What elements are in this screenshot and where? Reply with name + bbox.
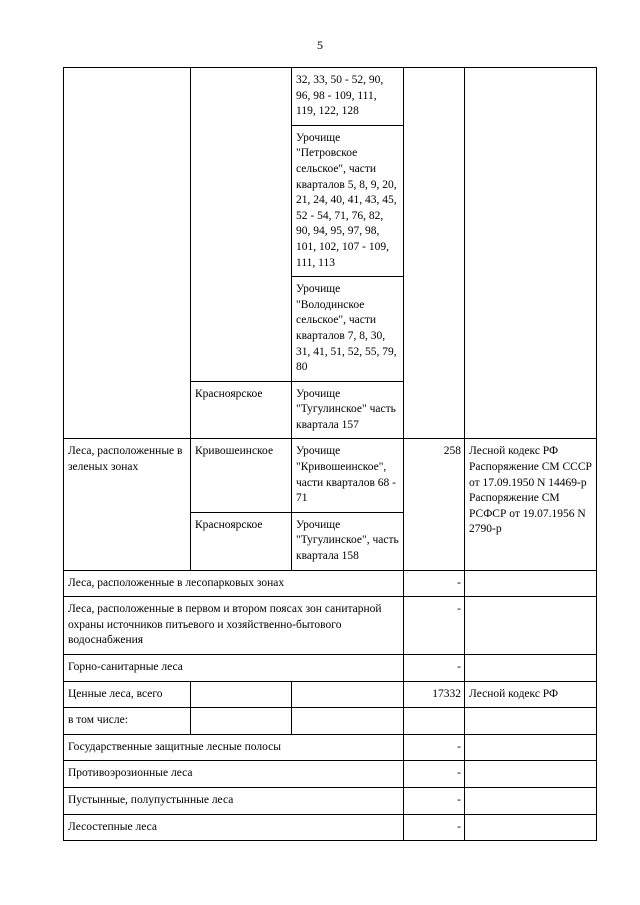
table-cell: Пустынные, полупустынные леса (64, 787, 404, 814)
table-row (64, 439, 597, 512)
table-row (64, 787, 597, 814)
table-cell: Государственные защитные лесные полосы (64, 734, 404, 761)
table-cell (292, 681, 404, 708)
table-cell: Ценные леса, всего (64, 681, 191, 708)
table-cell (64, 68, 191, 439)
table-cell: - (404, 814, 465, 841)
table-cell (465, 68, 597, 439)
table-row (64, 814, 597, 841)
table-cell: Урочище "Володинское сельское", части кварталов 7, 8, 30, 31, 41, 51, 52, 55, 79, 80 (292, 277, 404, 382)
table-cell: Противоэрозионные леса (64, 761, 404, 788)
table-row (64, 655, 597, 682)
forest-table (63, 67, 597, 841)
table-cell (404, 68, 465, 439)
table-body (64, 68, 597, 841)
table-cell: Лесной кодекс РФ (465, 681, 597, 708)
table-row (64, 570, 597, 597)
table-cell: Леса, расположенные в первом и втором поясах зон санитарной охраны источников питьевого и хозяйственно-бытового водоснабжения (64, 597, 404, 655)
table-cell (465, 570, 597, 597)
table-cell: Лесной кодекс РФ Распоряжение СМ СССР от 17.09.1950 N 14469-р Распоряжение СМ РСФСР от 19.07.1956 N 2790-р (465, 439, 597, 570)
table-cell: - (404, 655, 465, 682)
table-cell: Красноярское (191, 512, 292, 570)
table-cell (191, 68, 292, 382)
table-cell (465, 761, 597, 788)
table-row (64, 761, 597, 788)
table-cell: - (404, 734, 465, 761)
table-cell (465, 597, 597, 655)
table-row (64, 68, 597, 126)
table-cell (292, 708, 404, 735)
table-row (64, 597, 597, 655)
table-cell (465, 734, 597, 761)
table-cell: Красноярское (191, 381, 292, 439)
table-cell: - (404, 761, 465, 788)
page-number: 5 (317, 38, 323, 52)
table-cell (191, 681, 292, 708)
table-cell (465, 787, 597, 814)
table-cell: Кривошеинское (191, 439, 292, 512)
table-cell: - (404, 570, 465, 597)
table-cell (404, 708, 465, 735)
table-row (64, 708, 597, 735)
table-cell: 258 (404, 439, 465, 570)
table-cell: 17332 (404, 681, 465, 708)
table-cell: Урочище "Петровское сельское", части кварталов 5, 8, 9, 20, 21, 24, 40, 41, 43, 45, 52 - 54, 71, 76, 82, 90, 94, 95, 97, 98, 101, 102, 107 - 109, 111, 113 (292, 125, 404, 276)
table-row (64, 734, 597, 761)
table-cell: Урочище "Кривошеинское", части кварталов 68 - 71 (292, 439, 404, 512)
table-cell: Леса, расположенные в зеленых зонах (64, 439, 191, 570)
table-row (64, 681, 597, 708)
table-cell: 32, 33, 50 - 52, 90, 96, 98 - 109, 111, 119, 122, 128 (292, 68, 404, 126)
table-cell: Леса, расположенные в лесопарковых зонах (64, 570, 404, 597)
table-cell (191, 708, 292, 735)
table-cell: Лесостепные леса (64, 814, 404, 841)
table-cell: Урочище "Тугулинское", часть квартала 158 (292, 512, 404, 570)
table-cell (465, 655, 597, 682)
table-cell: Горно-санитарные леса (64, 655, 404, 682)
table-cell: Урочище "Тугулинское" часть квартала 157 (292, 381, 404, 439)
table-cell: - (404, 597, 465, 655)
table-cell: - (404, 787, 465, 814)
table-cell (465, 708, 597, 735)
table-cell: в том числе: (64, 708, 191, 735)
table-cell (465, 814, 597, 841)
